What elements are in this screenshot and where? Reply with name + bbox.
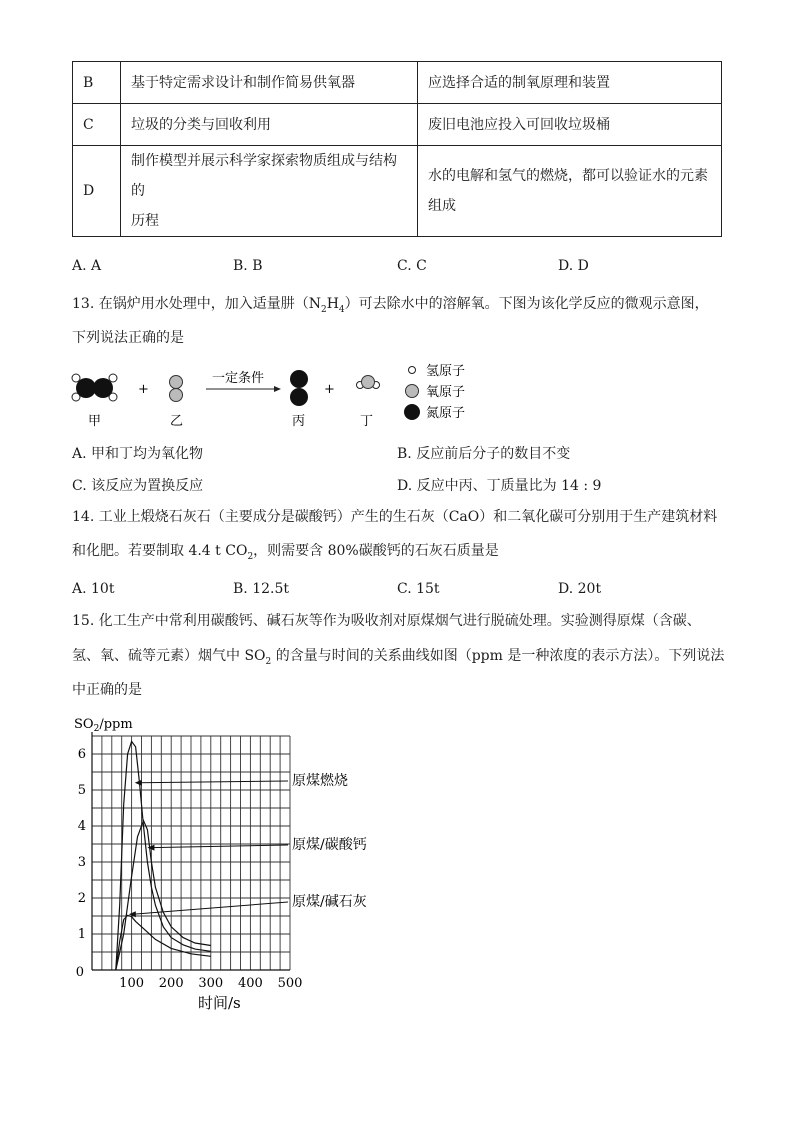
- x-tick-label: 200: [158, 976, 184, 991]
- q14-stem-pre: 和化肥。若要制取 4.4 t CO: [72, 543, 248, 559]
- so2-subscript: 2: [265, 656, 272, 667]
- q15-stem-line3: 中正确的是: [72, 682, 142, 698]
- series-pointer-line: [151, 845, 288, 848]
- molecule-jia: [72, 374, 117, 401]
- label-yi: 乙: [170, 414, 184, 429]
- q14-choice-c[interactable]: C. 15t: [397, 581, 440, 597]
- row-label: D: [73, 146, 121, 237]
- q12-choice-c[interactable]: C. C: [397, 258, 427, 274]
- molecule-yi: [170, 376, 183, 402]
- q14-stem-post: ，则需要含 80%碳酸钙的石灰石质量是: [253, 543, 499, 559]
- q15-stem-line2: [72, 646, 724, 672]
- atom-legend: [404, 364, 465, 421]
- x-axis-label: 时间/s: [198, 994, 241, 1012]
- q13-stem-post: ）可去除水中的溶解氧。下图为该化学反应的微观示意图，: [344, 296, 709, 312]
- y-tick-label: 0: [75, 965, 84, 980]
- plus-sign: +: [324, 382, 335, 397]
- series-line: [116, 821, 211, 970]
- q14-stem-line2: [72, 541, 499, 567]
- row-note: 废旧电池应投入可回收垃圾桶: [418, 104, 722, 146]
- formula-h: H: [326, 296, 339, 312]
- y-tick-label: 3: [77, 855, 86, 870]
- row-activity: [121, 146, 418, 237]
- x-tick-label: 100: [119, 976, 145, 991]
- legend-oxygen: 氧原子: [426, 385, 466, 400]
- y-tick-label: 1: [77, 927, 86, 942]
- formula-n-sub: 2: [320, 304, 327, 315]
- row-activity: 垃圾的分类与回收利用: [121, 104, 418, 146]
- y-axis-label: $SO_2$/ppm: [74, 717, 133, 734]
- label-bing: 丙: [292, 414, 306, 429]
- x-tick-label: 400: [237, 976, 263, 991]
- y-tick-label: 6: [77, 747, 86, 762]
- row-label: B: [73, 62, 121, 104]
- q14-stem-line1: 14. 工业上煅烧石灰石（主要成分是碳酸钙）产生的生石灰（CaO）和二氧化碳可分别用于生产建筑材料: [72, 509, 718, 525]
- x-tick-label: 500: [277, 976, 303, 991]
- label-jia: 甲: [88, 414, 102, 429]
- oxygen-atom-icon: [406, 385, 419, 398]
- q15-stem-line1: 15. 化工生产中常利用碳酸钙、碱石灰等作为吸收剂对原煤烟气进行脱硫处理。实验测得原煤（含碳、: [72, 613, 701, 629]
- molecule-bing: [290, 370, 308, 406]
- row-note-line: 组成: [428, 198, 456, 214]
- q15-stem-post: 的含量与时间的关系曲线如图（ppm 是一种浓度的表示方法）。下列说法: [271, 648, 725, 664]
- row-label: C: [73, 104, 121, 146]
- q13-stem-line1: [72, 294, 709, 320]
- y-tick-label: 4: [77, 819, 86, 834]
- table-row: [73, 146, 722, 237]
- q13-choice-b[interactable]: B. 反应前后分子的数目不变: [397, 446, 571, 462]
- q13-stem-line2: 下列说法正确的是: [72, 330, 184, 346]
- label-ding: 丁: [360, 414, 374, 429]
- q13-choice-c[interactable]: C. 该反应为置换反应: [72, 478, 204, 494]
- row-activity-line: 历程: [131, 213, 159, 229]
- reaction-diagram: [60, 362, 480, 432]
- series-pointer-arrowhead: [135, 780, 142, 786]
- options-table: [72, 61, 722, 237]
- q14-choice-b[interactable]: B. 12.5t: [233, 581, 289, 597]
- y-tick-label: 5: [77, 783, 86, 798]
- chart-series-labels: [129, 772, 367, 917]
- table-row: [73, 62, 722, 104]
- plus-sign: +: [138, 382, 149, 397]
- q14-choice-d[interactable]: D. 20t: [558, 581, 602, 597]
- reaction-arrow: [206, 386, 281, 392]
- hydrogen-atom-icon: [409, 367, 416, 374]
- series-label: 原煤燃烧: [292, 773, 348, 789]
- series-label: 原煤/碳酸钙: [292, 837, 367, 853]
- q13-stem-pre: 13. 在锅炉用水处理中，加入适量肼（: [72, 296, 309, 312]
- legend-nitrogen: 氮原子: [426, 406, 466, 421]
- hydrazine-formula: [308, 296, 345, 315]
- co2-subscript: 2: [247, 551, 254, 562]
- legend-hydrogen: 氢原子: [426, 364, 466, 379]
- molecule-ding: [357, 376, 380, 389]
- row-note: [418, 146, 722, 237]
- formula-h-sub: 4: [338, 304, 345, 315]
- series-label: 原煤/碱石灰: [292, 894, 367, 910]
- reaction-condition: 一定条件: [212, 371, 265, 386]
- q12-choice-d[interactable]: D. D: [558, 258, 589, 274]
- q13-choice-a[interactable]: A. 甲和丁均为氧化物: [72, 446, 204, 462]
- y-tick-label: 2: [77, 891, 86, 906]
- formula-n: N: [308, 296, 321, 312]
- row-activity-line: 制作模型并展示科学家探索物质组成与结构的: [131, 153, 397, 199]
- q15-stem-pre: 氢、氧、硫等元素）烟气中 SO: [72, 648, 266, 664]
- q12-choice-a[interactable]: A. A: [72, 258, 102, 274]
- so2-time-chart: [60, 708, 390, 1018]
- row-note-line: 水的电解和氢气的燃烧，都可以验证水的元素: [428, 168, 708, 184]
- row-activity: 基于特定需求设计和制作简易供氧器: [121, 62, 418, 104]
- x-tick-label: 300: [198, 976, 224, 991]
- q14-choice-a[interactable]: A. 10t: [72, 581, 115, 597]
- series-line: [116, 741, 211, 970]
- chart-series: [116, 741, 211, 970]
- row-note: 应选择合适的制氧原理和装置: [418, 62, 722, 104]
- q13-choice-d[interactable]: D. 反应中丙、丁质量比为 14 : 9: [397, 478, 602, 494]
- q12-choice-b[interactable]: B. B: [233, 258, 263, 274]
- series-pointer-arrowhead: [147, 845, 154, 851]
- nitrogen-atom-icon: [404, 404, 420, 420]
- table-row: [73, 104, 722, 146]
